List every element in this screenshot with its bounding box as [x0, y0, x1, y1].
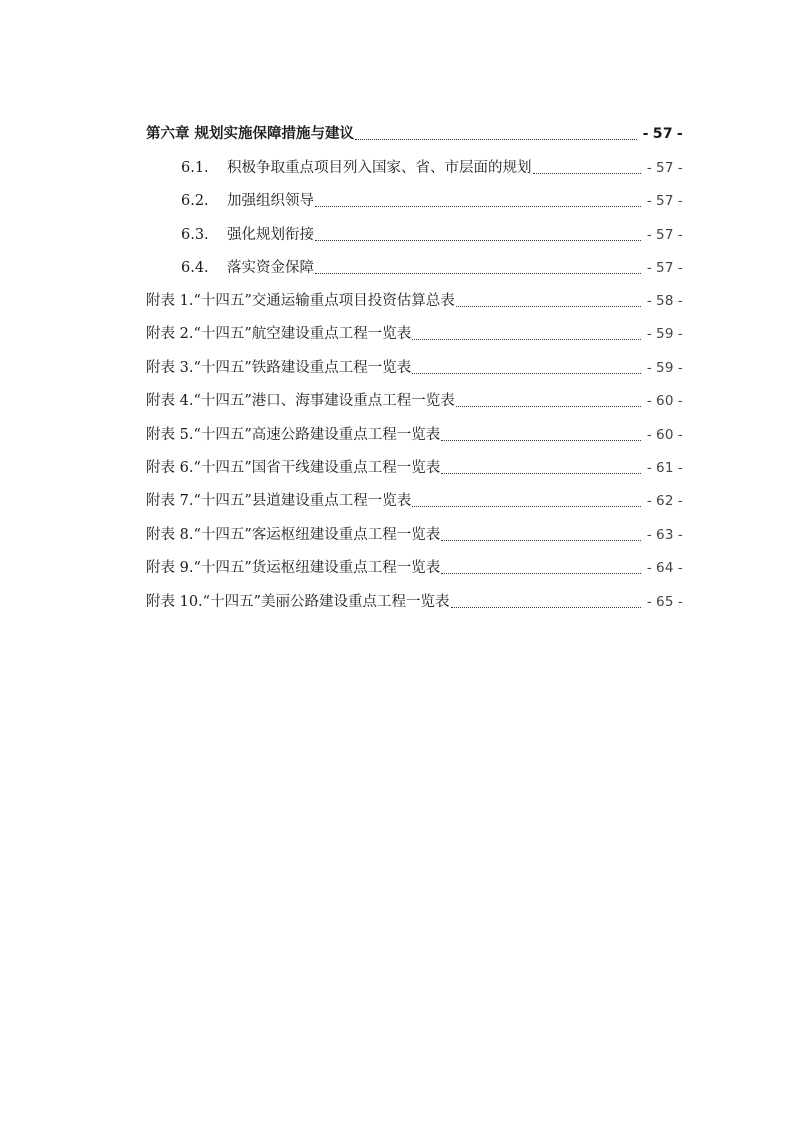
toc-section-row	[0, 223, 793, 247]
dot-leader	[412, 322, 641, 346]
dot-leader	[456, 389, 641, 413]
section-title: 加强组织领导	[227, 193, 314, 209]
toc-appendix-row	[0, 289, 793, 313]
dot-leader	[315, 189, 641, 213]
toc-section-row	[0, 156, 793, 180]
section-title: 强化规划衔接	[227, 227, 314, 243]
toc-appendix-row	[0, 322, 793, 346]
dot-leader	[441, 556, 641, 580]
page-number: - 57 -	[646, 260, 683, 276]
toc-section-row	[0, 189, 793, 213]
toc-entry-appendix-6[interactable]	[146, 456, 687, 480]
appendix-title: 附表 10.“十四五”美丽公路建设重点工程一览表	[146, 594, 450, 610]
dot-leader	[456, 289, 641, 313]
appendix-title: 附表 9.“十四五”货运枢纽建设重点工程一览表	[146, 560, 441, 576]
dot-leader	[315, 256, 641, 280]
page-number: - 63 -	[646, 527, 683, 543]
page-number: - 60 -	[646, 393, 683, 409]
dot-leader	[451, 590, 641, 614]
toc-section-row	[0, 256, 793, 280]
toc-entry-section-6-1[interactable]	[181, 156, 687, 180]
toc-entry-section-6-2[interactable]	[181, 189, 687, 213]
dot-leader	[355, 122, 637, 146]
page-number: - 57 -	[646, 160, 683, 176]
page-number: - 64 -	[646, 560, 683, 576]
section-title: 积极争取重点项目列入国家、省、市层面的规划	[227, 160, 532, 176]
page-number: - 59 -	[646, 326, 683, 342]
toc-entry-appendix-8[interactable]	[146, 523, 687, 547]
appendix-title: 附表 6.“十四五”国省干线建设重点工程一览表	[146, 460, 441, 476]
dot-leader	[315, 223, 641, 247]
dot-leader	[412, 356, 641, 380]
page-number: - 61 -	[646, 460, 683, 476]
dot-leader	[441, 523, 641, 547]
page-number: - 58 -	[646, 293, 683, 309]
appendix-title: 附表 3.“十四五”铁路建设重点工程一览表	[146, 360, 412, 376]
toc-appendix-row	[0, 489, 793, 513]
page-number: - 57 -	[646, 193, 683, 209]
toc-appendix-row	[0, 456, 793, 480]
toc-entry-chapter-6[interactable]	[146, 122, 687, 146]
appendix-title: 附表 4.“十四五”港口、海事建设重点工程一览表	[146, 393, 455, 409]
toc-chapter-row	[0, 122, 793, 146]
section-number: 6.4.	[181, 260, 209, 276]
toc-entry-appendix-9[interactable]	[146, 556, 687, 580]
toc-entry-appendix-1[interactable]	[146, 289, 687, 313]
toc-entry-appendix-3[interactable]	[146, 356, 687, 380]
appendix-title: 附表 5.“十四五”高速公路建设重点工程一览表	[146, 427, 441, 443]
section-number: 6.2.	[181, 193, 209, 209]
dot-leader	[441, 423, 641, 447]
page-number: - 62 -	[646, 493, 683, 509]
toc-appendix-row	[0, 356, 793, 380]
appendix-title: 附表 2.“十四五”航空建设重点工程一览表	[146, 326, 412, 342]
toc-entry-appendix-5[interactable]	[146, 423, 687, 447]
toc-entry-appendix-2[interactable]	[146, 322, 687, 346]
page-number: - 57 -	[646, 227, 683, 243]
page-number: - 65 -	[646, 594, 683, 610]
appendix-title: 附表 8.“十四五”客运枢纽建设重点工程一览表	[146, 527, 441, 543]
toc-appendix-row	[0, 590, 793, 614]
toc-entry-section-6-4[interactable]	[181, 256, 687, 280]
page-number: - 59 -	[646, 360, 683, 376]
dot-leader	[533, 156, 641, 180]
toc-appendix-row	[0, 389, 793, 413]
toc-entry-appendix-10[interactable]	[146, 590, 687, 614]
section-number: 6.3.	[181, 227, 209, 243]
toc-appendix-row	[0, 423, 793, 447]
section-title: 落实资金保障	[227, 260, 314, 276]
appendix-title: 附表 1.“十四五”交通运输重点项目投资估算总表	[146, 293, 455, 309]
dot-leader	[441, 456, 641, 480]
chapter-title: 第六章 规划实施保障措施与建议	[146, 126, 355, 142]
page-number: - 60 -	[646, 427, 683, 443]
toc-entry-appendix-7[interactable]	[146, 489, 687, 513]
toc-entry-section-6-3[interactable]	[181, 223, 687, 247]
toc-entry-appendix-4[interactable]	[146, 389, 687, 413]
dot-leader	[412, 489, 641, 513]
toc-appendix-row	[0, 523, 793, 547]
toc-appendix-row	[0, 556, 793, 580]
appendix-title: 附表 7.“十四五”县道建设重点工程一览表	[146, 493, 412, 509]
section-number: 6.1.	[181, 160, 209, 176]
page-number: - 57 -	[642, 126, 683, 142]
